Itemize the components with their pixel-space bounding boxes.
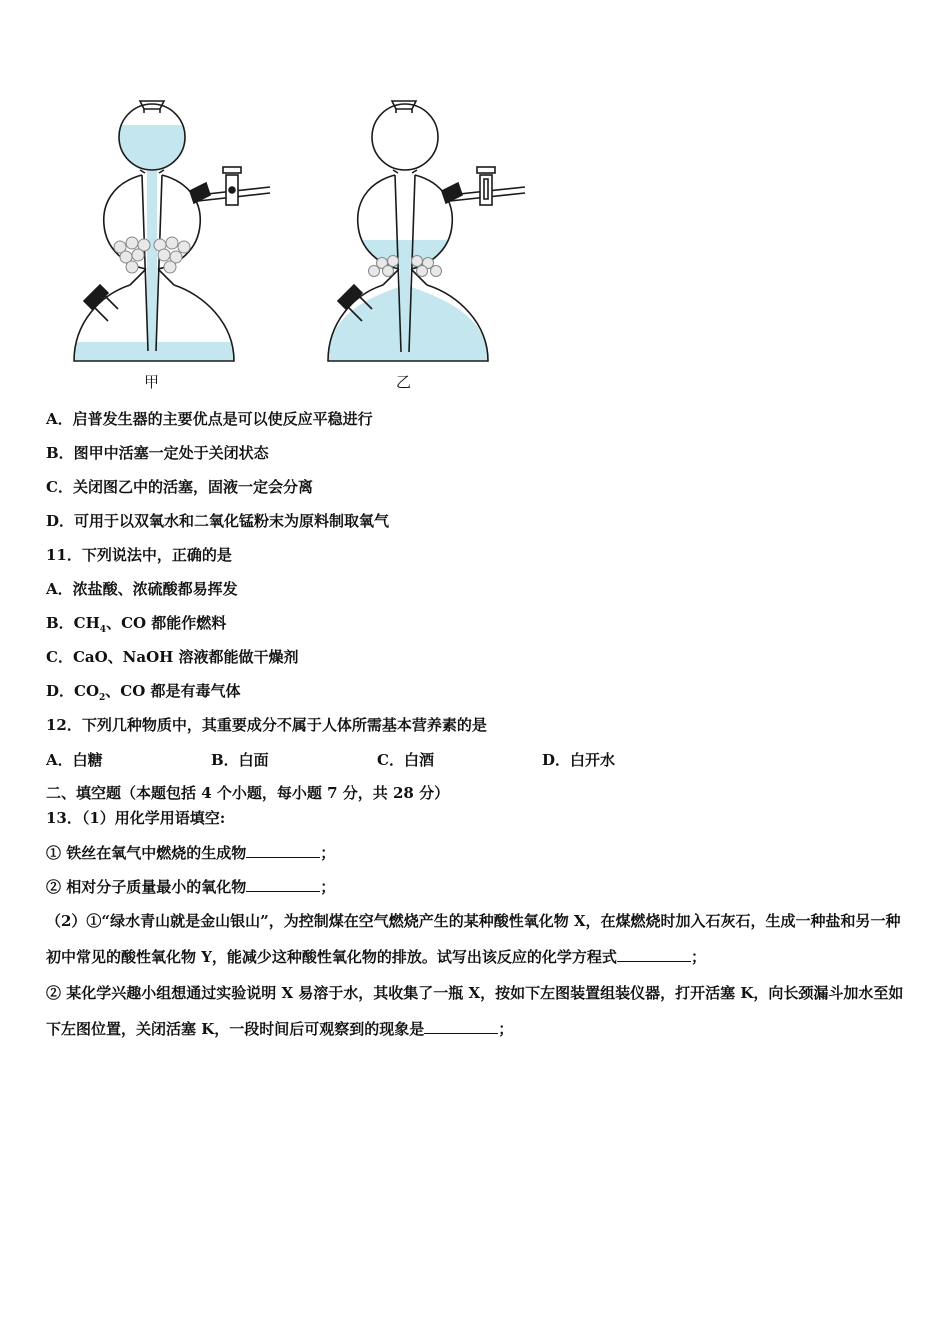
kipp-apparatus-figure [60,95,540,395]
q11-option-b-post: 、CO 都能作燃料 [106,614,227,632]
q11-option-b [46,613,226,640]
answer-blank-1[interactable] [246,843,320,858]
q12-stem: 12．下列几种物质中，其重要成分不属于人体所需基本营养素的是 [46,716,487,734]
answer-blank-3[interactable] [617,947,691,962]
q10-option-c: C．关闭图乙中的活塞，固液一定会分离 [46,478,313,496]
answer-blank-4[interactable] [424,1019,498,1034]
q11-option-d-sub: 2 [99,693,106,703]
q11-option-c: C．CaO、NaOH 溶液都能做干燥剂 [46,648,299,666]
q13-part2-semicolon: ； [690,948,706,966]
figure-label-yi: 乙 [396,373,412,391]
q13-item1-text: ① 铁丝在氧气中燃烧的生成物 [46,844,247,862]
q13-part3-semicolon: ； [498,1020,514,1038]
q13-part2 [46,903,904,975]
q13-part1: 13．（1）用化学用语填空: [46,809,226,827]
q11-option-b-sub: 4 [99,625,107,635]
q12-option-b: B．白面 [211,751,269,769]
q10-option-b: B．图甲中活塞一定处于关闭状态 [46,444,269,462]
apparatus-yi [310,101,525,365]
q13-item1-semicolon: ； [320,844,336,862]
q13-item2-semicolon: ； [320,878,336,896]
apparatus-jia [60,101,270,372]
q12-options [46,749,746,769]
liquid-base-jia [60,342,260,372]
q12-option-c: C．白酒 [377,751,434,769]
q11-stem: 11．下列说法中，正确的是 [46,546,232,564]
q10-option-d: D．可用于以双氧水和二氧化锰粉末为原料制取氧气 [46,512,390,530]
figure-label-jia: 甲 [144,373,160,391]
q12-option-a: A．白糖 [46,751,103,769]
q13-part2-text: （2）①“绿水青山就是金山银山”，为控制煤在空气燃烧产生的某种酸性氧化物 X，在煤燃烧时加入石灰石，生成一种盐和另一种初中常见的酸性氧化物 Y，能减少这种酸性氧化物的排放。试写出该反应的化学方程式 [46,912,901,966]
q13-item1 [46,843,335,863]
q13-part3 [46,975,904,1047]
section2-title: 二、填空题（本题包括 4 个小题，每小题 7 分，共 28 分） [46,784,450,802]
q13-item2 [46,877,335,897]
q11-option-d-post: 、CO 都是有毒气体 [105,682,241,700]
q12-option-d: D．白开水 [542,751,616,769]
q11-option-d-pre: D．CO [46,682,100,700]
q10-option-a: A．启普发生器的主要优点是可以使反应平稳进行 [46,410,373,428]
kipp-apparatus-diagram [60,95,540,395]
q13-item2-text: ② 相对分子质量最小的氧化物 [46,878,247,896]
q11-option-d [46,681,241,708]
q11-option-a: A．浓盐酸、浓硫酸都易挥发 [46,580,238,598]
answer-blank-2[interactable] [246,877,320,892]
q11-option-b-pre: B．CH [46,614,100,632]
q13-part3-text: ② 某化学兴趣小组想通过实验说明 X 易溶于水，其收集了一瓶 X，按如下左图装置组装仪器，打开活塞 K，向长颈漏斗加水至如下左图位置，关闭活塞 K，一段时间后可观察到的现象是 [46,984,904,1038]
